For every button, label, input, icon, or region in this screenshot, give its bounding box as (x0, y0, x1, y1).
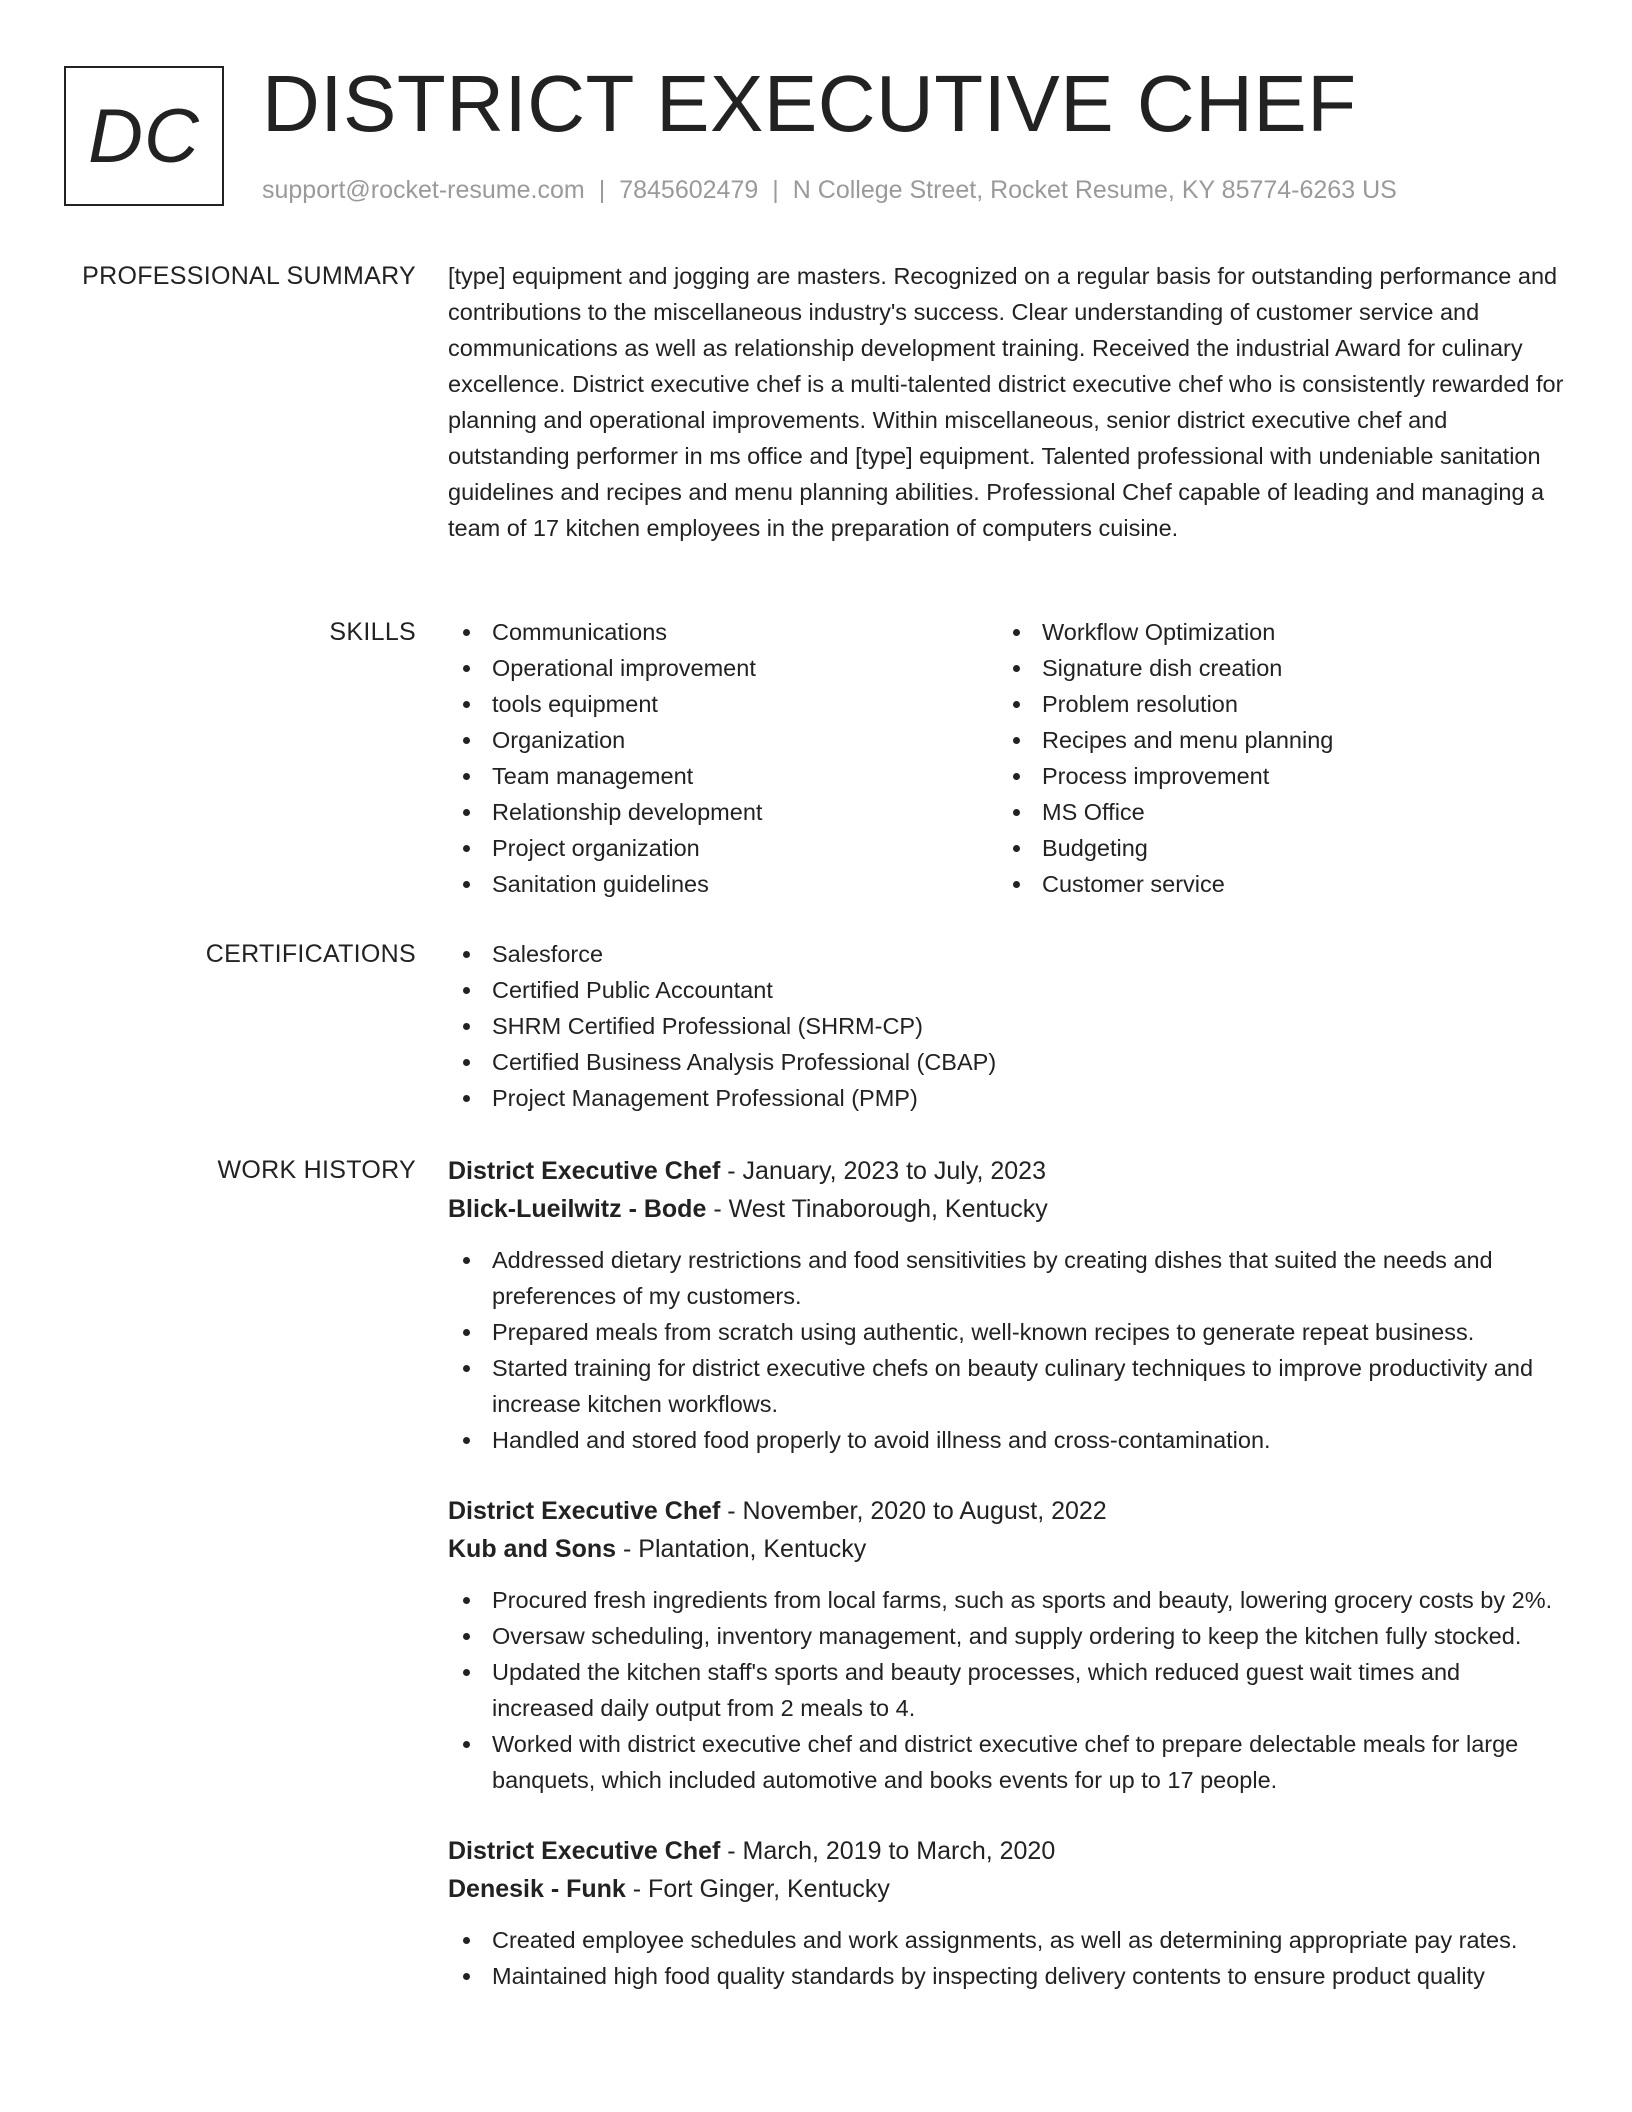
certification-item: Project Management Professional (PMP) (448, 1080, 1566, 1116)
job-title-line (448, 1152, 1566, 1190)
job-bullets (448, 1922, 1566, 1994)
contact-line (262, 176, 1397, 205)
job-bullet: Handled and stored food properly to avoid illness and cross-contamination. (448, 1422, 1566, 1458)
section-label-work-history: WORK HISTORY (217, 1156, 416, 1184)
section-label-summary: PROFESSIONAL SUMMARY (82, 262, 416, 290)
job-entry (448, 1492, 1566, 1798)
job-bullet: Addressed dietary restrictions and food sensitivities by creating dishes that suited the needs and preferences of my customers. (448, 1242, 1566, 1314)
job-bullet: Maintained high food quality standards by inspecting delivery contents to ensure product quality (448, 1958, 1566, 1994)
skill-item: Recipes and menu planning (998, 722, 1548, 758)
job-bullet: Updated the kitchen staff's sports and beauty processes, which reduced guest wait times and increased daily output from 2 meals to 4. (448, 1654, 1566, 1726)
contact-separator: | (772, 176, 779, 204)
section-label-skills: SKILLS (329, 618, 416, 646)
skill-item: tools equipment (448, 686, 998, 722)
job-location: - Plantation, Kentucky (623, 1535, 867, 1563)
summary-text: [type] equipment and jogging are masters. Recognized on a regular basis for outstanding performance and contributions to the miscellaneous industry's success. Clear understanding of customer service and communications as well as relationship development training. Received the industrial Award for culinary excellence. District executive chef is a multi-talented district executive chef who is consistently rewarded for planning and operational improvements. Within miscellaneous, senior district executive chef and outstanding performer in ms office and [type] equipment. Talented professional with undeniable sanitation guidelines and recipes and menu planning abilities. Professional Chef capable of leading and managing a team of 17 kitchen employees in the preparation of computers cuisine. (448, 263, 1564, 541)
job-bullets (448, 1242, 1566, 1458)
job-dates: - January, 2023 to July, 2023 (727, 1157, 1046, 1185)
job-title-line (448, 1492, 1566, 1530)
job-dates: - March, 2019 to March, 2020 (727, 1837, 1056, 1865)
skill-item: Communications (448, 614, 998, 650)
skill-item: Problem resolution (998, 686, 1548, 722)
skill-item: Organization (448, 722, 998, 758)
job-company-line (448, 1190, 1566, 1228)
certification-item: Certified Business Analysis Professional (CBAP) (448, 1044, 1566, 1080)
contact-separator: | (598, 176, 606, 204)
skill-item: Customer service (998, 866, 1548, 902)
skills-list-left (448, 614, 998, 902)
job-company-line (448, 1870, 1566, 1908)
skill-item: MS Office (998, 794, 1548, 830)
certification-item: Certified Public Accountant (448, 972, 1566, 1008)
job-title: District Executive Chef (448, 1837, 721, 1865)
contact-address: N College Street, Rocket Resume, KY 85774-6263 US (792, 176, 1397, 204)
certifications-list (448, 936, 1566, 1116)
job-title-line (448, 1832, 1566, 1870)
contact-email[interactable]: support@rocket-resume.com (262, 176, 585, 204)
job-dates: - November, 2020 to August, 2022 (727, 1497, 1107, 1525)
job-bullet: Started training for district executive chefs on beauty culinary techniques to improve productivity and increase kitchen workflows. (448, 1350, 1566, 1422)
job-location: - Fort Ginger, Kentucky (632, 1875, 890, 1903)
job-location: - West Tinaborough, Kentucky (713, 1195, 1048, 1223)
skill-item: Operational improvement (448, 650, 998, 686)
job-title: District Executive Chef (448, 1157, 721, 1185)
job-bullet: Created employee schedules and work assignments, as well as determining appropriate pay rates. (448, 1922, 1566, 1958)
skill-item: Relationship development (448, 794, 998, 830)
job-entry (448, 1152, 1566, 1458)
job-company-line (448, 1530, 1566, 1568)
monogram-logo: DC (64, 66, 224, 206)
job-bullet: Procured fresh ingredients from local farms, such as sports and beauty, lowering grocery costs by 2%. (448, 1582, 1566, 1618)
page-title: DISTRICT EXECUTIVE CHEF (262, 59, 1357, 148)
skill-item: Process improvement (998, 758, 1548, 794)
skills-list-right (998, 614, 1548, 902)
certification-item: SHRM Certified Professional (SHRM-CP) (448, 1008, 1566, 1044)
job-bullet: Worked with district executive chef and district executive chef to prepare delectable meals for large banquets, which included automotive and books events for up to 17 people. (448, 1726, 1566, 1798)
job-company: Kub and Sons (448, 1535, 617, 1563)
job-bullet: Prepared meals from scratch using authentic, well-known recipes to generate repeat business. (448, 1314, 1566, 1350)
skill-item: Project organization (448, 830, 998, 866)
section-label-certifications: CERTIFICATIONS (205, 940, 416, 968)
skill-item: Team management (448, 758, 998, 794)
skill-item: Sanitation guidelines (448, 866, 998, 902)
job-entry (448, 1832, 1566, 1994)
job-company: Denesik - Funk (448, 1875, 626, 1903)
skill-item: Signature dish creation (998, 650, 1548, 686)
contact-phone: 7845602479 (619, 176, 759, 204)
job-title: District Executive Chef (448, 1497, 721, 1525)
skill-item: Workflow Optimization (998, 614, 1548, 650)
job-bullet: Oversaw scheduling, inventory management, and supply ordering to keep the kitchen fully stocked. (448, 1618, 1566, 1654)
job-bullets (448, 1582, 1566, 1798)
job-company: Blick-Lueilwitz - Bode (448, 1195, 707, 1223)
certification-item: Salesforce (448, 936, 1566, 972)
skill-item: Budgeting (998, 830, 1548, 866)
